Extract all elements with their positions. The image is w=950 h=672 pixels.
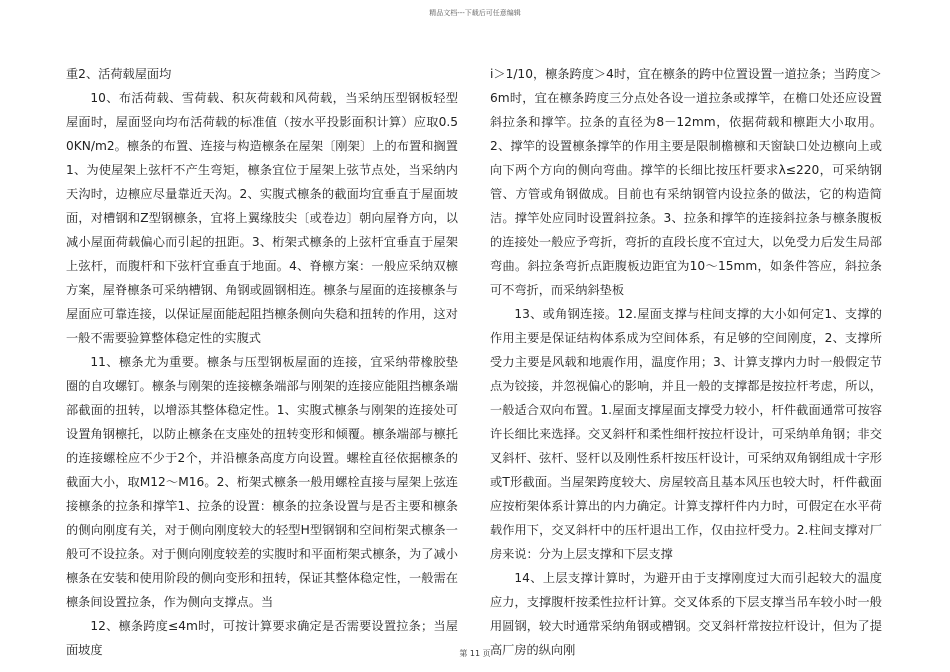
page-header: 精品文档---下载后可任意编辑 <box>429 9 521 17</box>
paragraph: 12、檩条跨度≤4m时，可按计算要求确定是否需要设置拉条；当屋面坡度 <box>66 619 458 657</box>
paragraph: 14、上层支撑计算时，为避开由于支撑刚度过大而引起较大的温度应力，支撑腹杆按柔性拉杆计算。交叉体系的下层支撑当吊车较小时一般用圆钢，较大时通常采纳角钢或槽钢。交叉斜杆常按拉杆设计，但为了提高厂房的纵向刚 <box>490 571 882 657</box>
page-number: 第 11 页 <box>459 649 491 658</box>
paragraph: 重2、活荷载屋面均 <box>66 67 172 81</box>
left-column <box>66 62 458 662</box>
right-column <box>490 62 882 662</box>
paragraph: i＞1/10，檩条跨度＞4时，宜在檩条的跨中位置设置一道拉条；当跨度＞6m时，宜在檩条跨度三分点处各设一道拉条或撑竿，在檐口处还应设置斜拉条和撑竿。拉条的直径为8－12mm，依据荷载和檩距大小取用。2、撑竿的设置檩条撑竿的作用主要是限制檐檩和天窗缺口处边檩向上或向下两个方向的侧向弯曲。撑竿的长细比按压杆要求λ≤220，可采纳钢管、方管或角钢做成。目前也有采纳钢管内设拉条的做法，它的构造简洁。撑竿处应同时设置斜拉条。3、拉条和撑竿的连接斜拉条与檩条腹板的连接处一般应予弯折，弯折的直段长度不宜过大，以免受力后发生局部弯曲。斜拉条弯折点距腹板边距宜为10～15mm，如条件答应，斜拉条可不弯折，而采纳斜垫板 <box>490 67 882 297</box>
paragraph: 10、布活荷载、雪荷载、积灰荷载和风荷载，当采纳压型钢板轻型屋面时，屋面竖向均布活荷载的标准值（按水平投影面积计算）应取0.50KN/m2。檩条的布置、连接与构造檩条在屋架〔刚架〕上的布置和搁置1、为使屋架上弦杆不产生弯矩，檩条宜位于屋架上弦节点处，当采纳内天沟时，边檩应尽量靠近天沟。2、实腹式檩条的截面均宜垂直于屋面坡面，对槽钢和Z型钢檩条，宜将上翼缘肢尖〔或卷边〕朝向屋脊方向，以减小屋面荷载偏心而引起的扭距。3、桁架式檩条的上弦杆宜垂直于屋架上弦杆，而腹杆和下弦杆宜垂直于地面。4、脊檩方案：一般应采纳双檩方案，屋脊檩条可采纳槽钢、角钢或圆钢相连。檩条与屋面的连接檩条与屋面应可靠连接，以保证屋面能起阻挡檩条侧向失稳和扭转的作用，这对一般不需要验算整体稳定性的实腹式 <box>66 91 458 345</box>
paragraph: 11、檩条尤为重要。檩条与压型钢板屋面的连接，宜采纳带橡胶垫圈的自攻螺钉。檩条与刚架的连接檩条端部与刚架的连接应能阻挡檩条端部截面的扭转，以增添其整体稳定性。1、实腹式檩条与刚架的连接处可设置角钢檩托，以防止檩条在支座处的扭转变形和倾覆。檩条端部与檩托的连接螺栓应不少于2个，并沿檩条高度方向设置。螺栓直径依据檩条的截面大小，取M12～M16。2、桁架式檩条一般用螺栓直接与屋架上弦连接檩条的拉条和撑竿1、拉条的设置：檩条的拉条设置与是否主要和檩条的侧向刚度有关，对于侧向刚度较大的轻型H型钢钢和空间桁架式檩条一般可不设拉条。对于侧向刚度较差的实腹时和平面桁架式檩条，为了减小檩条在安装和使用阶段的侧向变形和扭转，保证其整体稳定性，一般需在檩条间设置拉条，作为侧向支撑点。当 <box>66 355 458 609</box>
paragraph: 13、或角钢连接。12.屋面支撑与柱间支撑的大小如何定1、支撑的作用主要是保证结构体系成为空间体系，有足够的空间刚度，2、支撑所受力主要是风载和地震作用，温度作用；3、计算支撑内力时一般假定节点为铰接，并忽视偏心的影响，并且一般的支撑都是按拉杆考虑，所以，一般适合双向布置。1.屋面支撑屋面支撑受力较小，杆件截面通常可按容许长细比来选择。交叉斜杆和柔性细杆按拉杆设计，可采纳单角钢；非交叉斜杆、弦杆、竖杆以及刚性系杆按压杆设计，可采纳双角钢组成十字形或T形截面。当屋架跨度较大、房屋较高且基本风压也较大时，杆件截面应按桁架体系计算出的内力确定。计算支撑杆件内力时，可假定在水平荷载作用下，交叉斜杆中的压杆退出工作，仅由拉杆受力。2.柱间支撑对厂房来说：分为上层支撑和下层支撑 <box>490 307 882 561</box>
